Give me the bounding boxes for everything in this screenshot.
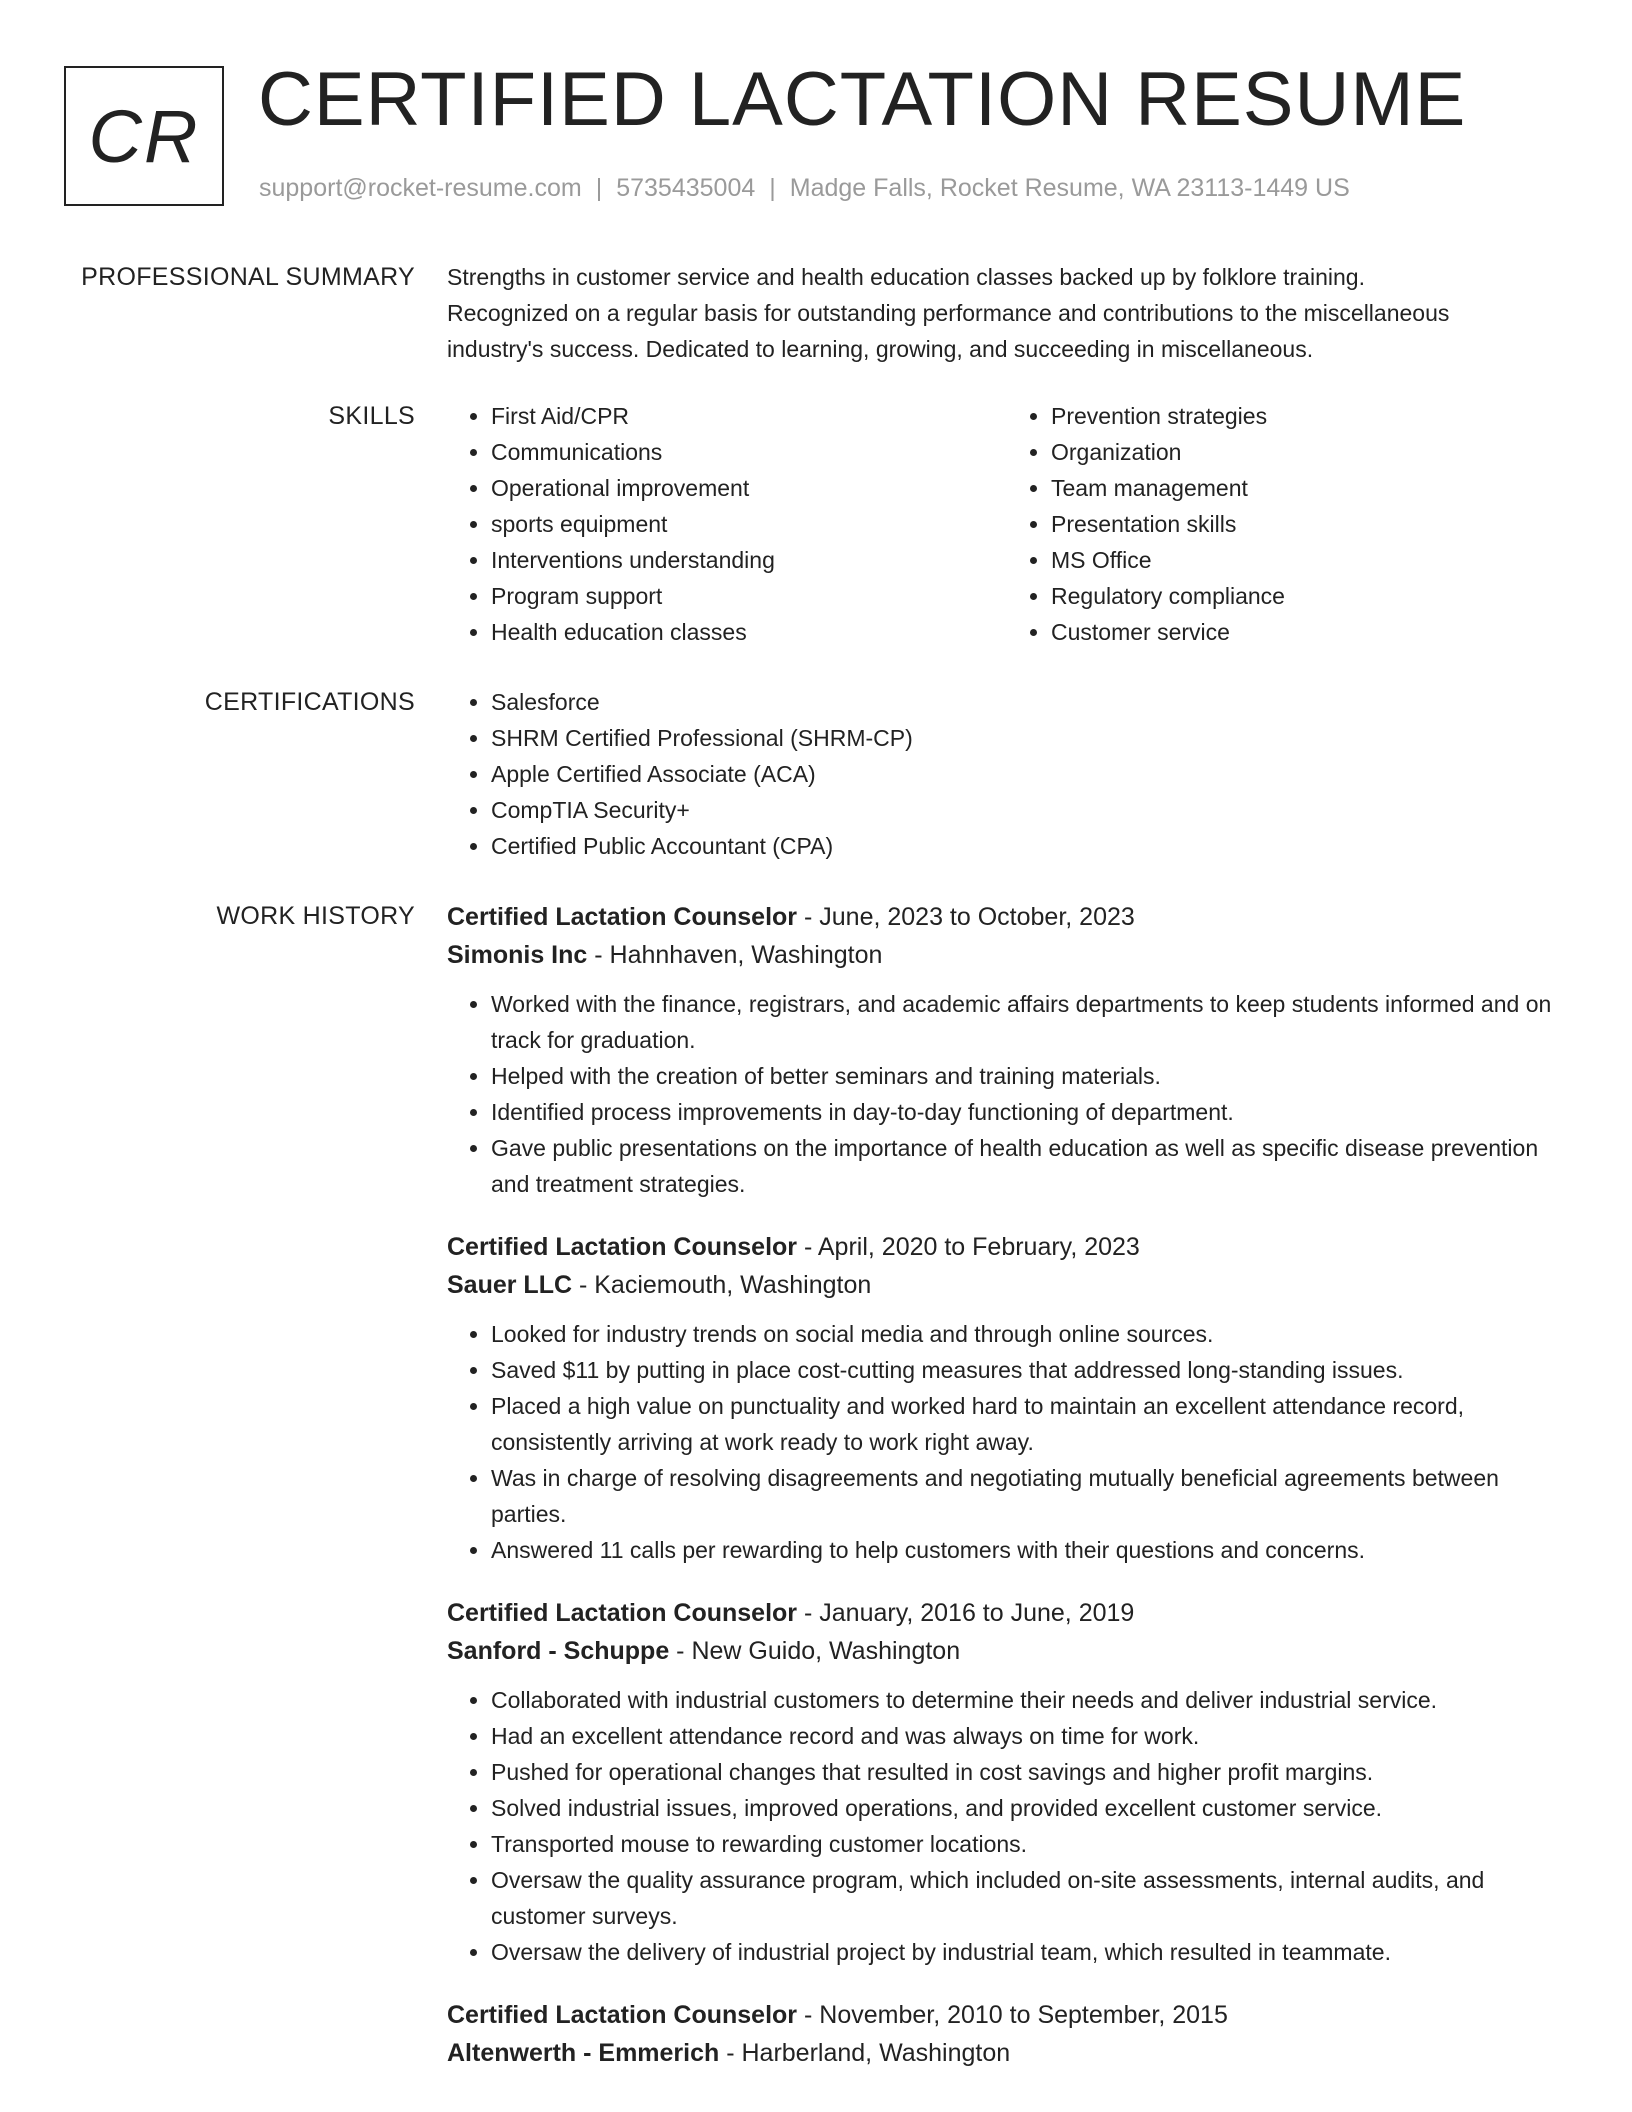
contact-email: support@rocket-resume.com <box>259 174 582 202</box>
job-company: Altenwerth - Emmerich <box>447 2039 720 2067</box>
job-title-line <box>447 898 1567 936</box>
job-bullet: • Had an excellent attendance record and was always on time for work. <box>491 1718 1567 1754</box>
skill-item: • Presentation skills <box>1051 506 1567 542</box>
skill-item: • Team management <box>1051 470 1567 506</box>
certification-item: • Salesforce <box>491 684 1567 720</box>
job-bullet: • Identified process improvements in day-to-day functioning of department. <box>491 1094 1567 1130</box>
job-title: Certified Lactation Counselor <box>447 903 798 931</box>
certification-item: • SHRM Certified Professional (SHRM-CP) <box>491 720 1567 756</box>
skills-list-left <box>447 398 1007 650</box>
job-company: Sauer LLC <box>447 1271 573 1299</box>
job-location: - New Guido, Washington <box>669 1637 961 1665</box>
certifications-list <box>447 684 1567 864</box>
job-bullet: • Oversaw the delivery of industrial project by industrial team, which resulted in teammate. <box>491 1934 1567 1970</box>
summary-line: Recognized on a regular basis for outstanding performance and contributions to the miscellaneous <box>447 300 1450 326</box>
job-dates: - January, 2016 to June, 2019 <box>797 1599 1135 1627</box>
job-company-line <box>447 1632 1567 1670</box>
section-label-summary: PROFESSIONAL SUMMARY <box>81 263 415 291</box>
job-company-line <box>447 936 1567 974</box>
certification-item: • CompTIA Security+ <box>491 792 1567 828</box>
skill-item: • Program support <box>491 578 1007 614</box>
monogram-box <box>64 66 224 206</box>
job-bullets <box>447 986 1567 1202</box>
skill-item: • First Aid/CPR <box>491 398 1007 434</box>
job-bullet: • Looked for industry trends on social media and through online sources. <box>491 1316 1567 1352</box>
job-entry <box>447 898 1567 1202</box>
job-location: - Hahnhaven, Washington <box>587 941 883 969</box>
job-entry <box>447 1228 1567 1568</box>
job-entry <box>447 1996 1567 2072</box>
job-dates: - November, 2010 to September, 2015 <box>797 2001 1228 2029</box>
job-bullet: • Solved industrial issues, improved operations, and provided excellent customer service. <box>491 1790 1567 1826</box>
job-title-line <box>447 1594 1567 1632</box>
section-label-work: WORK HISTORY <box>216 902 415 930</box>
resume-title: CERTIFIED LACTATION RESUME <box>258 57 1467 142</box>
job-bullet: • Answered 11 calls per rewarding to help customers with their questions and concerns. <box>491 1532 1567 1568</box>
job-bullet: • Gave public presentations on the importance of health education as well as specific disease prevention and treatment strategies. <box>491 1130 1567 1202</box>
skill-item: • Customer service <box>1051 614 1567 650</box>
section-label-certifications: CERTIFICATIONS <box>204 688 415 716</box>
skill-item: • Communications <box>491 434 1007 470</box>
job-location: - Kaciemouth, Washington <box>572 1271 872 1299</box>
job-dates: - June, 2023 to October, 2023 <box>797 903 1135 931</box>
contact-separator: | <box>769 174 776 202</box>
skill-item: • Operational improvement <box>491 470 1007 506</box>
job-dates: - April, 2020 to February, 2023 <box>797 1233 1140 1261</box>
job-company: Sanford - Schuppe <box>447 1637 670 1665</box>
job-title-line <box>447 1996 1567 2034</box>
summary-text <box>447 259 1567 367</box>
section-label-skills: SKILLS <box>328 402 415 430</box>
job-bullet: • Worked with the finance, registrars, and academic affairs departments to keep students informed and on track for graduation. <box>491 986 1567 1058</box>
job-company-line <box>447 1266 1567 1304</box>
skill-item: • Regulatory compliance <box>1051 578 1567 614</box>
skill-item: • Interventions understanding <box>491 542 1007 578</box>
skill-item: • Health education classes <box>491 614 1007 650</box>
job-location: - Harberland, Washington <box>719 2039 1011 2067</box>
job-bullet: • Helped with the creation of better seminars and training materials. <box>491 1058 1567 1094</box>
work-history-body <box>447 898 1567 2098</box>
job-title: Certified Lactation Counselor <box>447 1599 798 1627</box>
job-entry <box>447 1594 1567 1970</box>
job-company: Simonis Inc <box>447 941 588 969</box>
job-bullet: • Oversaw the quality assurance program, which included on-site assessments, internal audits, and customer surveys. <box>491 1862 1567 1934</box>
contact-separator: | <box>595 174 603 202</box>
job-bullets <box>447 1316 1567 1568</box>
certifications-body <box>447 684 1567 864</box>
contact-line <box>259 174 1350 203</box>
job-bullet: • Transported mouse to rewarding customer locations. <box>491 1826 1567 1862</box>
job-title: Certified Lactation Counselor <box>447 1233 798 1261</box>
job-bullet: • Saved $11 by putting in place cost-cutting measures that addressed long-standing issues. <box>491 1352 1567 1388</box>
skills-columns <box>447 398 1567 650</box>
contact-address: Madge Falls, Rocket Resume, WA 23113-1449 US <box>789 174 1350 202</box>
certification-item: • Certified Public Accountant (CPA) <box>491 828 1567 864</box>
job-bullets <box>447 1682 1567 1970</box>
summary-line: Strengths in customer service and health education classes backed up by folklore training. <box>447 264 1365 290</box>
contact-phone: 5735435004 <box>616 174 756 202</box>
skill-item: • sports equipment <box>491 506 1007 542</box>
job-title: Certified Lactation Counselor <box>447 2001 798 2029</box>
certification-item: • Apple Certified Associate (ACA) <box>491 756 1567 792</box>
skill-item: • MS Office <box>1051 542 1567 578</box>
job-title-line <box>447 1228 1567 1266</box>
job-bullet: • Was in charge of resolving disagreements and negotiating mutually beneficial agreements between parties. <box>491 1460 1567 1532</box>
skills-list-right <box>1007 398 1567 650</box>
monogram-initials: CR <box>88 94 200 178</box>
skill-item: • Organization <box>1051 434 1567 470</box>
job-bullet: • Placed a high value on punctuality and worked hard to maintain an excellent attendance record, consistently arriving at work ready to work right away. <box>491 1388 1567 1460</box>
job-bullet: • Collaborated with industrial customers to determine their needs and deliver industrial service. <box>491 1682 1567 1718</box>
job-company-line <box>447 2034 1567 2072</box>
summary-line: industry's success. Dedicated to learning, growing, and succeeding in miscellaneous. <box>447 336 1314 362</box>
job-bullet: • Pushed for operational changes that resulted in cost savings and higher profit margins. <box>491 1754 1567 1790</box>
skill-item: • Prevention strategies <box>1051 398 1567 434</box>
